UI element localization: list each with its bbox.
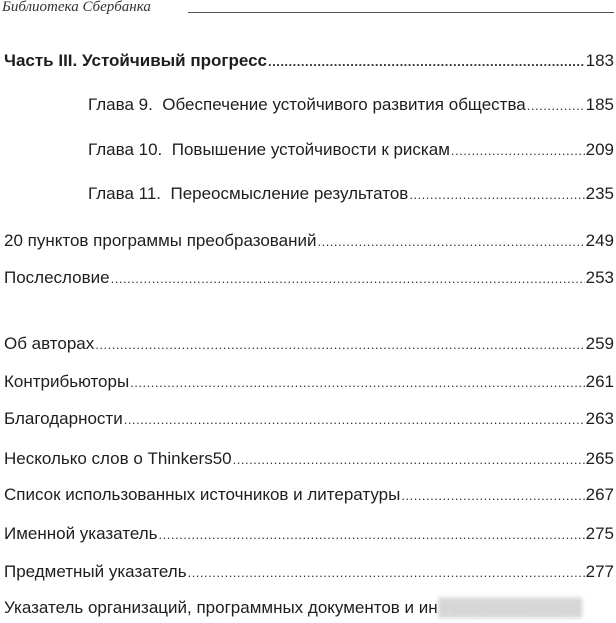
section-page-number: 275 (585, 524, 614, 543)
section-page-number: 267 (585, 485, 614, 504)
part-title: Устойчивый прогресс (81, 51, 267, 70)
chapter-page-number: 235 (585, 184, 614, 203)
dot-leader (188, 560, 585, 586)
dot-leader (268, 49, 585, 75)
chapter-label: Глава 9. (88, 95, 153, 114)
toc-section-entry[interactable] (4, 406, 614, 432)
running-head (2, 0, 614, 20)
dot-leader (527, 93, 585, 119)
section-page-number: 261 (585, 372, 614, 391)
section-page-number: 259 (585, 334, 614, 353)
chapter-title: Повышение устойчивости к рискам (171, 140, 450, 159)
section-title: Список использованных источников и литературы (4, 485, 401, 504)
section-title: Благодарности (4, 409, 123, 428)
dot-leader (95, 332, 584, 358)
toc-section-entry[interactable] (4, 369, 614, 395)
dot-leader (124, 407, 585, 433)
toc-section-entry[interactable] (4, 228, 614, 254)
toc-section-entry-cut[interactable] (4, 595, 614, 621)
dot-leader (451, 138, 585, 164)
chapter-label: Глава 10. (88, 140, 163, 159)
toc-chapter-entry[interactable] (88, 137, 614, 163)
running-head-title: Библиотека Сбербанка (2, 0, 159, 16)
toc-section-entry[interactable] (4, 482, 614, 508)
part-label: Часть III. (4, 51, 78, 70)
section-page-number: 277 (585, 562, 614, 581)
header-rule (188, 12, 614, 13)
section-page-number: 265 (585, 449, 614, 468)
toc-section-entry[interactable] (4, 521, 614, 547)
section-title: Послесловие (4, 268, 110, 287)
section-page-number: 263 (585, 409, 614, 428)
dot-leader (130, 370, 584, 396)
toc-section-entry[interactable] (4, 331, 614, 357)
chapter-title: Переосмысление результатов (170, 184, 409, 203)
dot-leader (317, 229, 584, 255)
section-title: 20 пунктов программы преобразований (4, 231, 317, 250)
section-title: Именной указатель (4, 524, 158, 543)
toc-chapter-entry[interactable] (88, 181, 614, 207)
section-page-number: 253 (585, 268, 614, 287)
section-title: Предметный указатель (4, 562, 187, 581)
cut-off-fade: ████████████ (437, 598, 583, 617)
part-page-number: 183 (585, 51, 614, 70)
dot-leader (233, 447, 585, 473)
dot-leader (159, 522, 585, 548)
section-title: Об авторах (4, 334, 95, 353)
toc-part-entry[interactable] (4, 48, 614, 74)
dot-leader (409, 182, 584, 208)
chapter-page-number: 185 (585, 95, 614, 114)
toc-chapter-entry[interactable] (88, 92, 614, 118)
section-page-number: 249 (585, 231, 614, 250)
chapter-label: Глава 11. (88, 184, 162, 203)
section-title: Указатель организаций, программных документов и ин (4, 598, 438, 617)
dot-leader (401, 483, 584, 509)
section-title: Контрибьюторы (4, 372, 130, 391)
toc-section-entry[interactable] (4, 559, 614, 585)
section-title: Несколько слов о Thinkers50 (4, 449, 232, 468)
chapter-page-number: 209 (585, 140, 614, 159)
chapter-title: Обеспечение устойчивого развития общества (162, 95, 526, 114)
toc-section-entry[interactable] (4, 446, 614, 472)
dot-leader (111, 266, 585, 292)
toc-section-entry[interactable] (4, 265, 614, 291)
